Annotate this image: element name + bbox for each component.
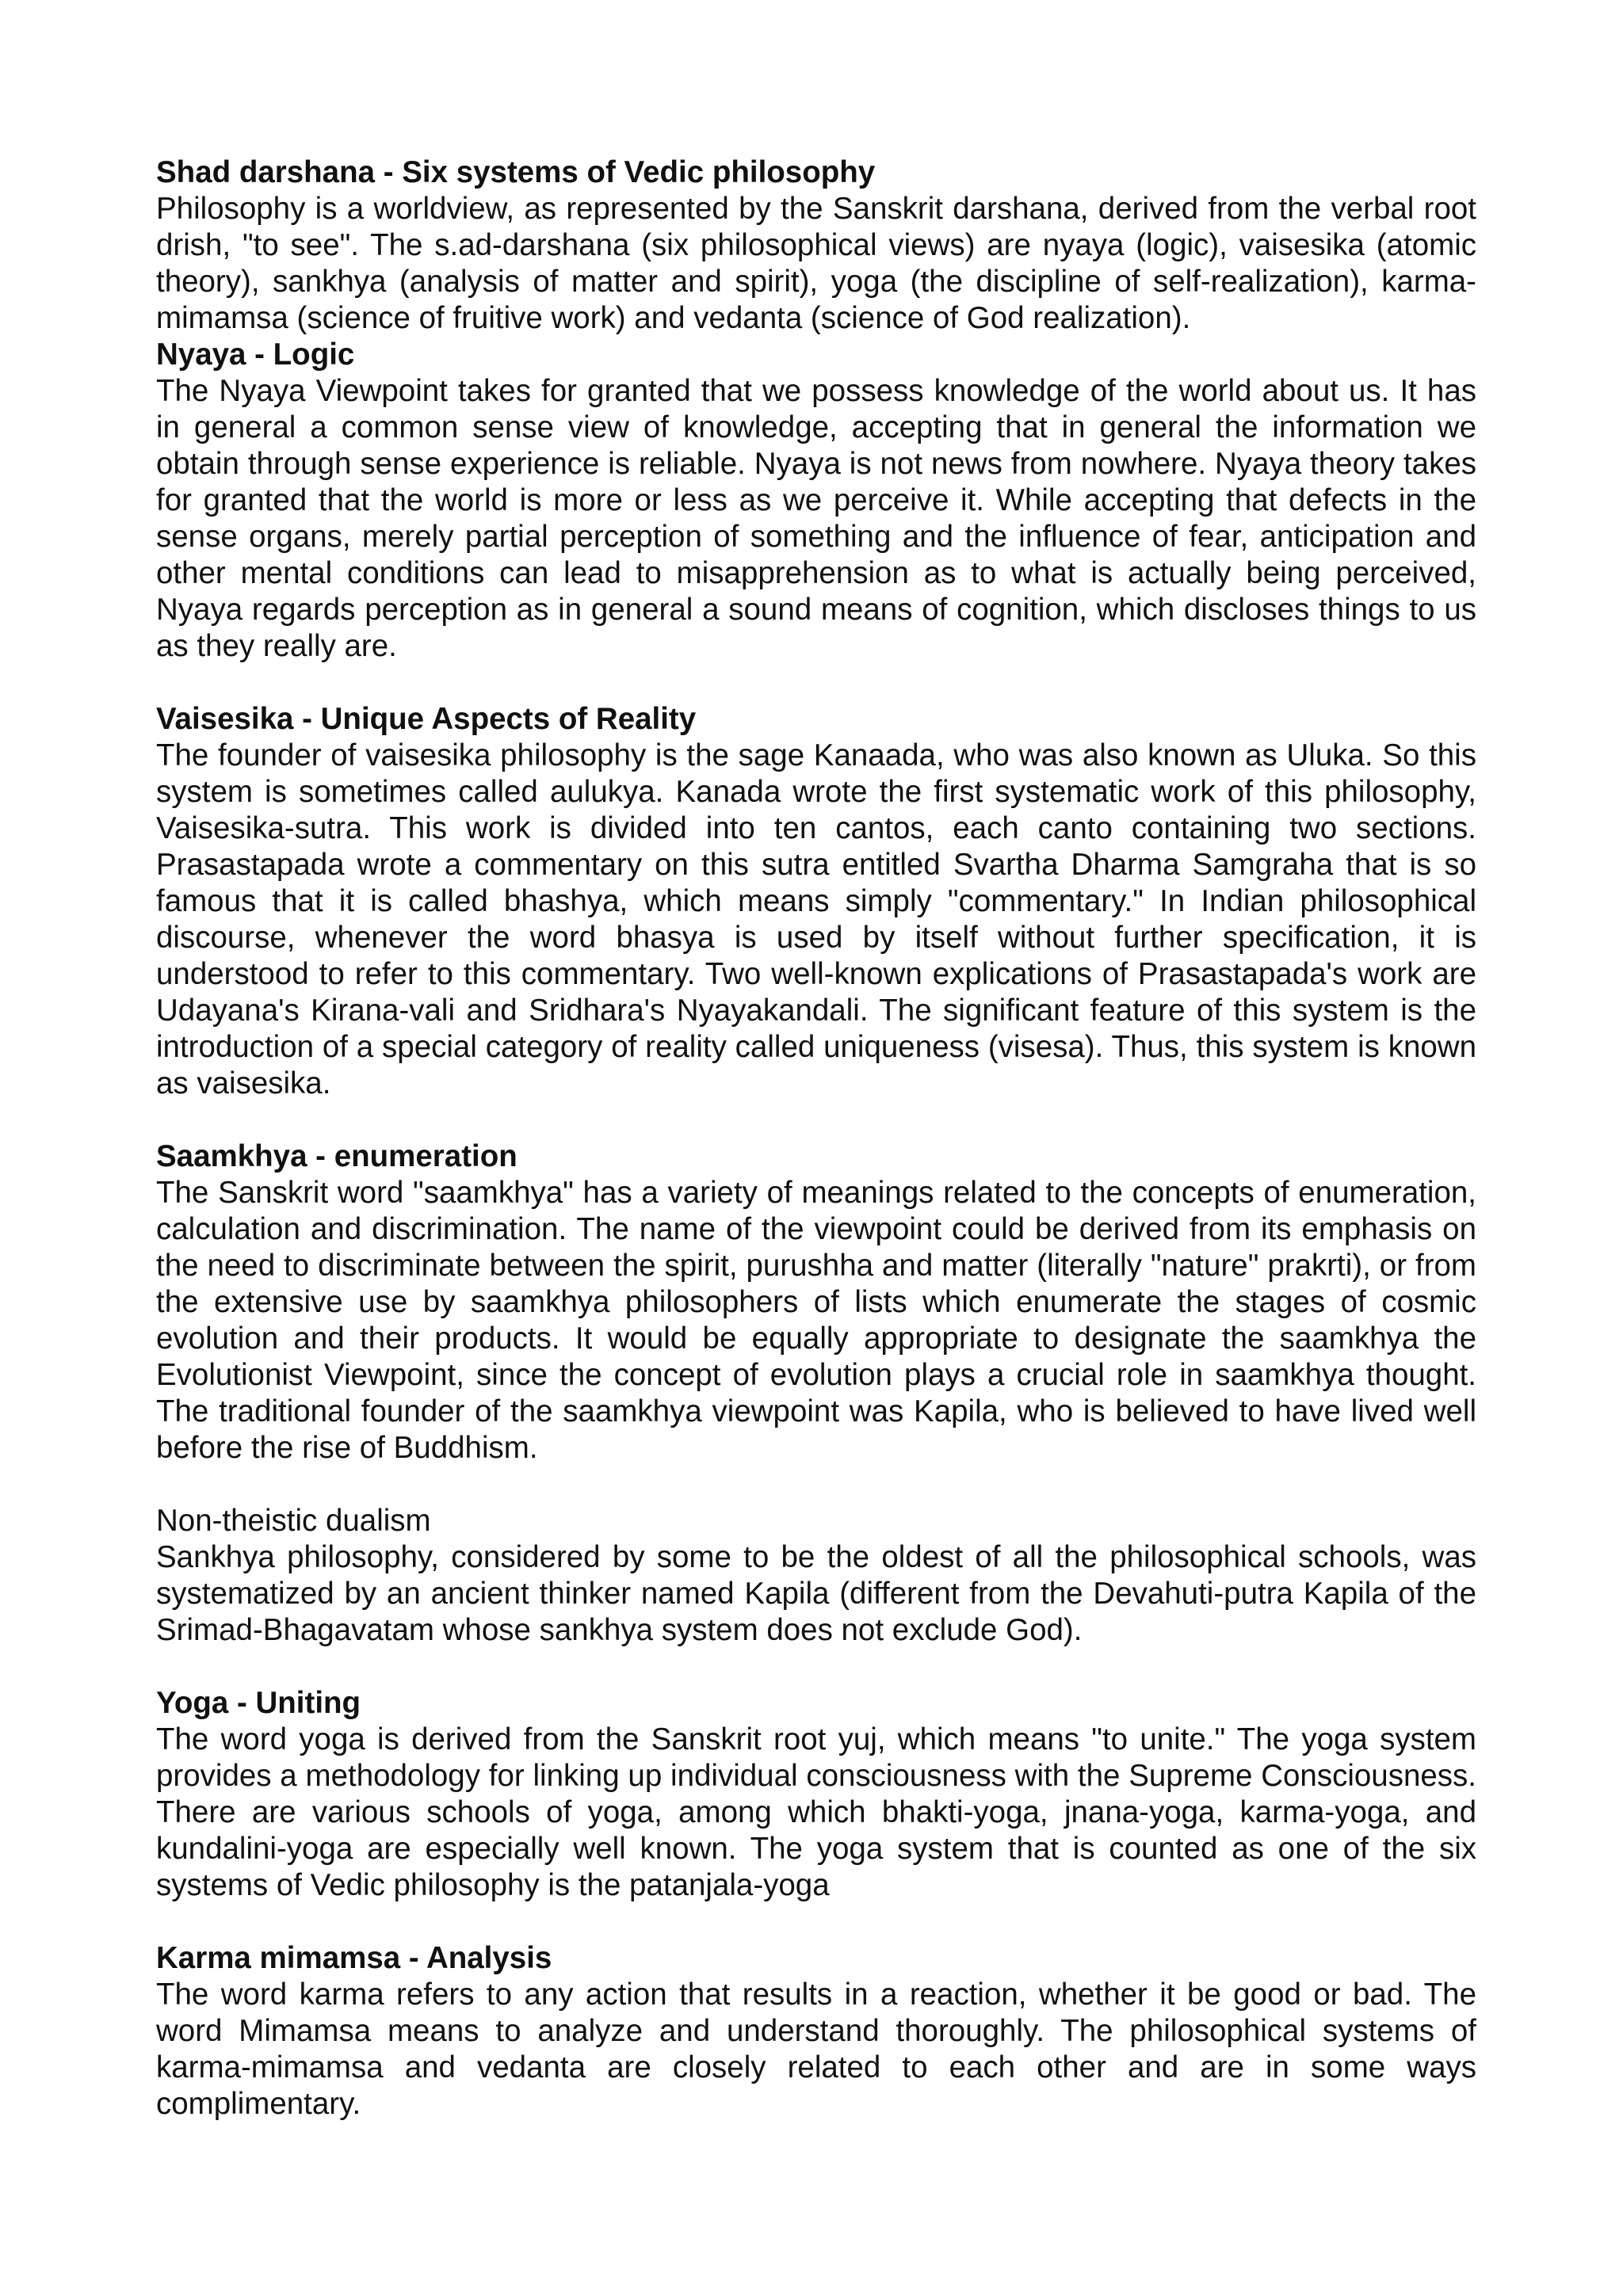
section-heading: Saamkhya - enumeration	[156, 1139, 517, 1173]
section-heading: Yoga - Uniting	[156, 1686, 361, 1720]
section-heading: Vaisesika - Unique Aspects of Reality	[156, 702, 697, 736]
section-nyaya	[156, 337, 1476, 665]
section-saamkhya	[156, 1138, 1476, 1466]
section-subheading: Non-theistic dualism	[156, 1504, 431, 1538]
section-body: Sankhya philosophy, considered by some to be the oldest of all the philosophical schools, was systematized by an ancient thinker named Kapila (different from the Devahuti-putra Kapila of the Srimad-Bhagavatam whose sankhya system does not exclude God).	[156, 1540, 1476, 1647]
section-non-theistic-dualism	[156, 1503, 1476, 1649]
section-heading: Nyaya - Logic	[156, 338, 355, 372]
section-karma-mimamsa	[156, 1940, 1476, 2122]
document-title: Shad darshana - Six systems of Vedic philosophy	[156, 155, 876, 189]
section-body: The founder of vaisesika philosophy is the sage Kanaada, who was also known as Uluka. So this system is sometimes called aulukya. Kanada wrote the first systematic work of this philosophy, Vaisesika-sutra. This work is divided into ten cantos, each canto containing two sections. Prasastapada wrote a commentary on this sutra entitled Svartha Dharma Samgraha that is so famous that it is called bhashya, which means simply "commentary." In Indian philosophical discourse, whenever the word bhasya is used by itself without further specification, it is understood to refer to this commentary. Two well-known explications of Prasastapada's work are Udayana's Kirana-vali and Sridhara's Nyayakandali. The significant feature of this system is the introduction of a special category of reality called uniqueness (visesa). Thus, this system is known as vaisesika.	[156, 738, 1476, 1100]
section-heading: Karma mimamsa - Analysis	[156, 1941, 552, 1975]
section-vaisesika	[156, 701, 1476, 1102]
section-body: The Sanskrit word "saamkhya" has a variety of meanings related to the concepts of enumeration, calculation and discrimination. The name of the viewpoint could be derived from its emphasis on the need to discriminate between the spirit, purushha and matter (literally "nature" prakrti), or from the extensive use by saamkhya philosophers of lists which enumerate the stages of cosmic evolution and their products. It would be equally appropriate to designate the saamkhya the Evolutionist Viewpoint, since the concept of evolution plays a crucial role in saamkhya thought. The traditional founder of the saamkhya viewpoint was Kapila, who is believed to have lived well before the rise of Buddhism.	[156, 1176, 1476, 1465]
document-page	[156, 154, 1476, 2159]
section-body: The Nyaya Viewpoint takes for granted that we possess knowledge of the world about us. It has in general a common sense view of knowledge, accepting that in general the information we obtain through sense experience is reliable. Nyaya is not news from nowhere. Nyaya theory takes for granted that the world is more or less as we perceive it. While accepting that defects in the sense organs, merely partial perception of something and the influence of fear, anticipation and other mental conditions can lead to misapprehension as to what is actually being perceived, Nyaya regards perception as in general a sound means of cognition, which discloses things to us as they really are.	[156, 374, 1476, 663]
intro-paragraph: Philosophy is a worldview, as represented by the Sanskrit darshana, derived from the verbal root drish, "to see". The s.ad-darshana (six philosophical views) are nyaya (logic), vaisesika (atomic theory), sankhya (analysis of matter and spirit), yoga (the discipline of self-realization), karma-mimamsa (science of fruitive work) and vedanta (science of God realization).	[156, 192, 1476, 335]
section-body: The word yoga is derived from the Sanskrit root yuj, which means "to unite." The yoga system provides a methodology for linking up individual consciousness with the Supreme Consciousness. There are various schools of yoga, among which bhakti-yoga, jnana-yoga, karma-yoga, and kundalini-yoga are especially well known. The yoga system that is counted as one of the six systems of Vedic philosophy is the patanjala-yoga	[156, 1722, 1476, 1902]
section-body: The word karma refers to any action that results in a reaction, whether it be good or bad. The word Mimamsa means to analyze and understand thoroughly. The philosophical systems of karma-mimamsa and vedanta are closely related to each other and are in some ways complimentary.	[156, 1978, 1476, 2121]
section-yoga	[156, 1685, 1476, 1904]
